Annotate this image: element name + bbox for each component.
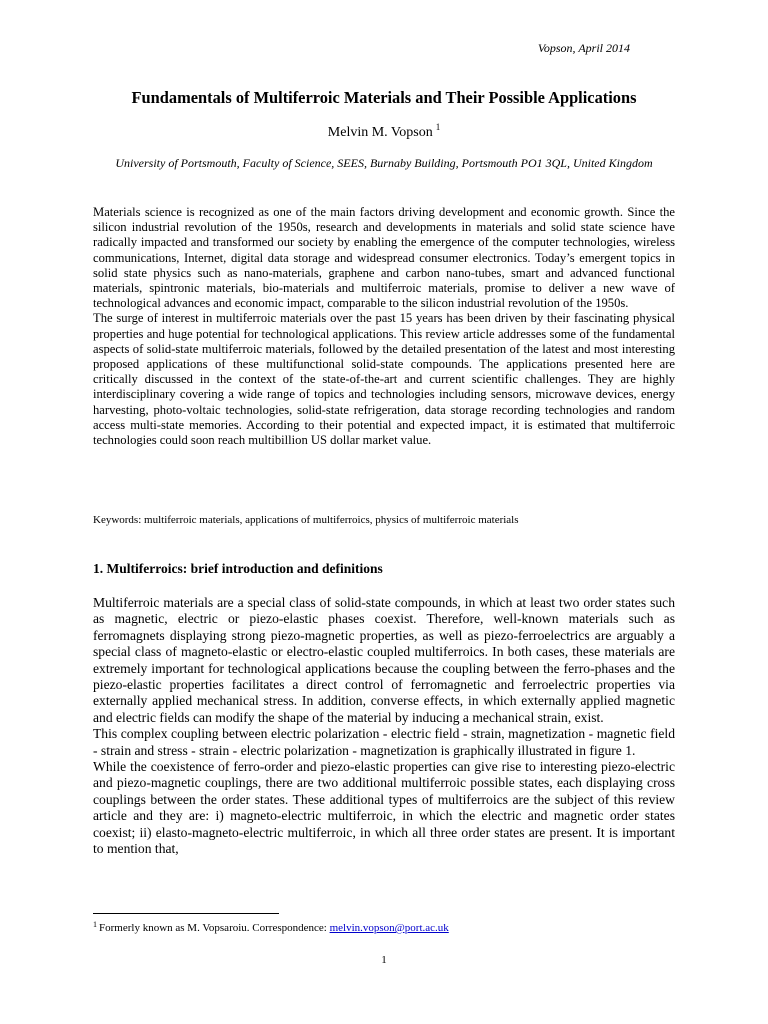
paper-title: Fundamentals of Multiferroic Materials and Their Possible Applications [131, 88, 637, 107]
email-link[interactable]: melvin.vopson@port.ac.uk [329, 922, 449, 934]
section-body [93, 595, 675, 858]
abstract-paragraph: Materials science is recognized as one of the main factors driving development and economic growth. Since the silicon industrial revolution of the 1950s, research and developments in materials and solid state science have radically impacted and transformed our society by enabling the emergence of the computer technologies, wireless communications, Internet, digital data storage and widespread consumer electronics. Today’s emergent topics in solid state physics such as nano-materials, graphene and carbon nano-tubes, smart and advanced functional materials, spintronic materials, bio-materials and multiferroic materials, promise to deliver a new wave of technological advances and economic impact, comparable to the silicon industrial revolution of the 1950s. [93, 205, 675, 311]
author-name: Melvin M. Vopson [327, 125, 433, 140]
footnote-mark: 1 [93, 920, 97, 929]
page-number: 1 [381, 954, 387, 966]
affiliation: University of Portsmouth, Faculty of Science, SEES, Burnaby Building, Portsmouth PO1 3QL, United Kingdom [115, 156, 653, 170]
footnote-text: Formerly known as M. Vopsaroiu. Correspondence: [99, 922, 330, 934]
footnote-divider [93, 913, 279, 914]
keywords: Keywords: multiferroic materials, applications of multiferroics, physics of multiferroic materials [93, 514, 519, 526]
body-paragraph: Multiferroic materials are a special class of solid-state compounds, in which at least two order states such as magnetic, electric or piezo-elastic phases coexist. Therefore, well-known materials such as ferromagnets displaying strong piezo-magnetic properties, as well as piezo-ferroelectrics are arguably a special class of magneto-elastic or electro-elastic coupled multiferroics. In both cases, these materials are extremely important for technological applications because the coupling between the ferro-phases and the piezo-elastic properties facilitates a direct control of ferromagnetic and ferroelectric properties via externally applied mechanical stress. In addition, converse effects, in which externally applied magnetic and electric fields can modify the shape of the material by inducing a mechanical strain, exist. [93, 595, 675, 725]
author-footnote-mark: 1 [435, 122, 441, 132]
footnote [93, 920, 675, 934]
body-paragraph: This complex coupling between electric polarization - electric field - strain, magnetization - magnetic field - strain and stress - strain - electric polarization - magnetization is graphically illustrated in figure 1. [93, 726, 675, 758]
author-line [0, 122, 768, 141]
body-paragraph: While the coexistence of ferro-order and piezo-elastic properties can give rise to interesting piezo-electric and piezo-magnetic couplings, there are two additional multiferroic possible states, each displaying cross couplings between the order states. These additional types of multiferroics are the subject of this review article and they are: i) magneto-electric multiferroic, in which the electric and magnetic order states coexist; ii) elasto-magneto-electric multiferroic, in which all three order states are present. It is important to mention that, [93, 759, 675, 857]
abstract [93, 205, 675, 448]
abstract-paragraph: The surge of interest in multiferroic materials over the past 15 years has been driven by their fascinating physical properties and huge potential for technological applications. This review article addresses some of the fundamental aspects of solid-state multiferroic materials, followed by the detailed presentation of the latest and most interesting proposed applications of these multifunctional solid-state compounds. The applications presented here are critically discussed in the context of the state-of-the-art and current scientific challenges. They are highly interdisciplinary covering a wide range of topics and technologies including sensors, microwave devices, energy harvesting, photo-voltaic technologies, solid-state refrigeration, data storage recording technologies and random access multi-state memories. According to their potential and expected impact, it is estimated that multiferroic technologies could soon reach multibillion US dollar market value. [93, 311, 675, 448]
running-header: Vopson, April 2014 [537, 41, 630, 55]
section-heading: 1. Multiferroics: brief introduction and definitions [93, 561, 383, 576]
